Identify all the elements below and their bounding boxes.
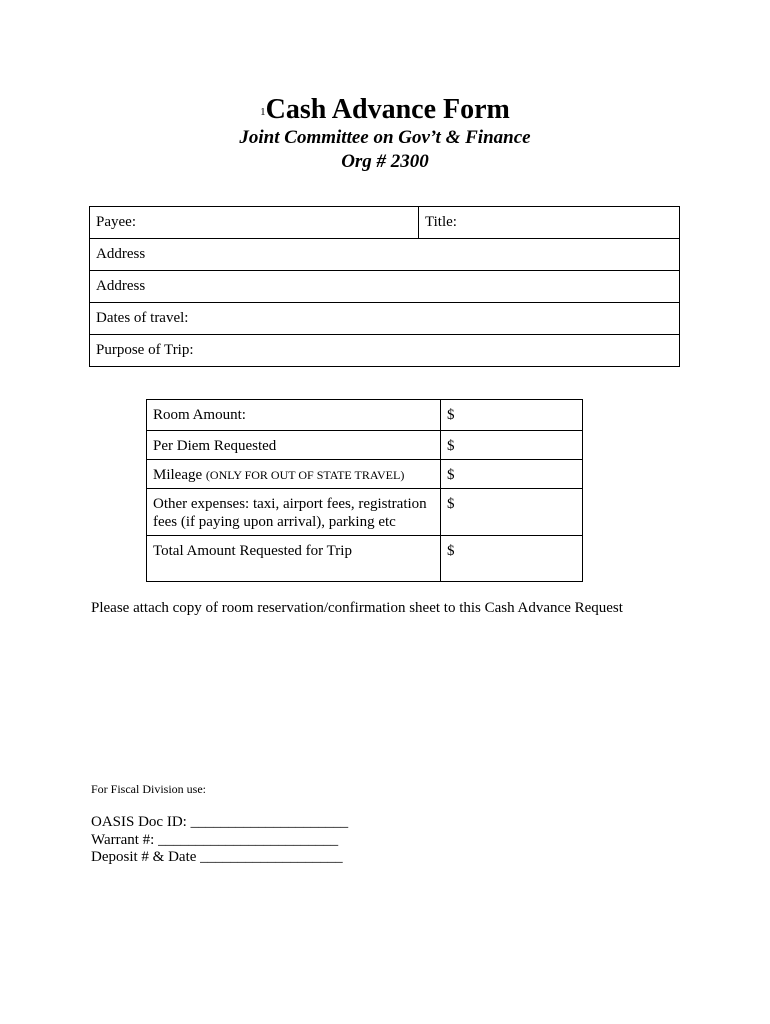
fiscal-fields: [91, 814, 348, 867]
amount-label: Total Amount Requested for Trip: [147, 536, 441, 582]
amount-label: Room Amount:: [147, 400, 441, 431]
table-row: [147, 536, 583, 582]
amount-label: Per Diem Requested: [147, 431, 441, 460]
amounts-table: [146, 399, 583, 582]
mileage-note: (ONLY FOR OUT OF STATE TRAVEL): [205, 468, 405, 482]
amount-label: Other expenses: taxi, airport fees, registration fees (if paying upon arrival), parking etc: [147, 489, 441, 536]
table-row: [147, 489, 583, 536]
attach-note: Please attach copy of room reservation/confirmation sheet to this Cash Advance Request: [91, 600, 623, 616]
amount-value-field[interactable]: $: [441, 431, 583, 460]
purpose-of-trip-field[interactable]: Purpose of Trip:: [90, 335, 680, 367]
address-field-1[interactable]: Address: [90, 239, 680, 271]
title-field[interactable]: Title:: [419, 207, 680, 239]
title-superscript: 1: [260, 106, 266, 118]
title-text: Cash Advance Form: [265, 94, 510, 125]
amount-value-field[interactable]: $: [441, 536, 583, 582]
committee-subtitle: Joint Committee on Gov’t & Finance: [239, 127, 531, 148]
table-row: [147, 431, 583, 460]
warrant-field[interactable]: Warrant #: ________________________: [91, 831, 339, 848]
amount-value-field[interactable]: $: [441, 489, 583, 536]
oasis-doc-id-field[interactable]: OASIS Doc ID: _____________________: [91, 814, 349, 830]
table-row: [147, 460, 583, 489]
amount-value-field[interactable]: $: [441, 460, 583, 489]
payee-field[interactable]: Payee:: [90, 207, 419, 239]
payee-info-table: [89, 206, 680, 367]
org-number: Org # 2300: [341, 151, 429, 172]
deposit-date-field[interactable]: Deposit # & Date ___________________: [91, 849, 343, 865]
dates-of-travel-field[interactable]: Dates of travel:: [90, 303, 680, 335]
form-title: [0, 94, 770, 126]
table-row: [147, 400, 583, 431]
amount-label: Mileage (ONLY FOR OUT OF STATE TRAVEL): [147, 460, 441, 489]
address-field-2[interactable]: Address: [90, 271, 680, 303]
fiscal-heading: For Fiscal Division use:: [91, 782, 207, 796]
amount-value-field[interactable]: $: [441, 400, 583, 431]
